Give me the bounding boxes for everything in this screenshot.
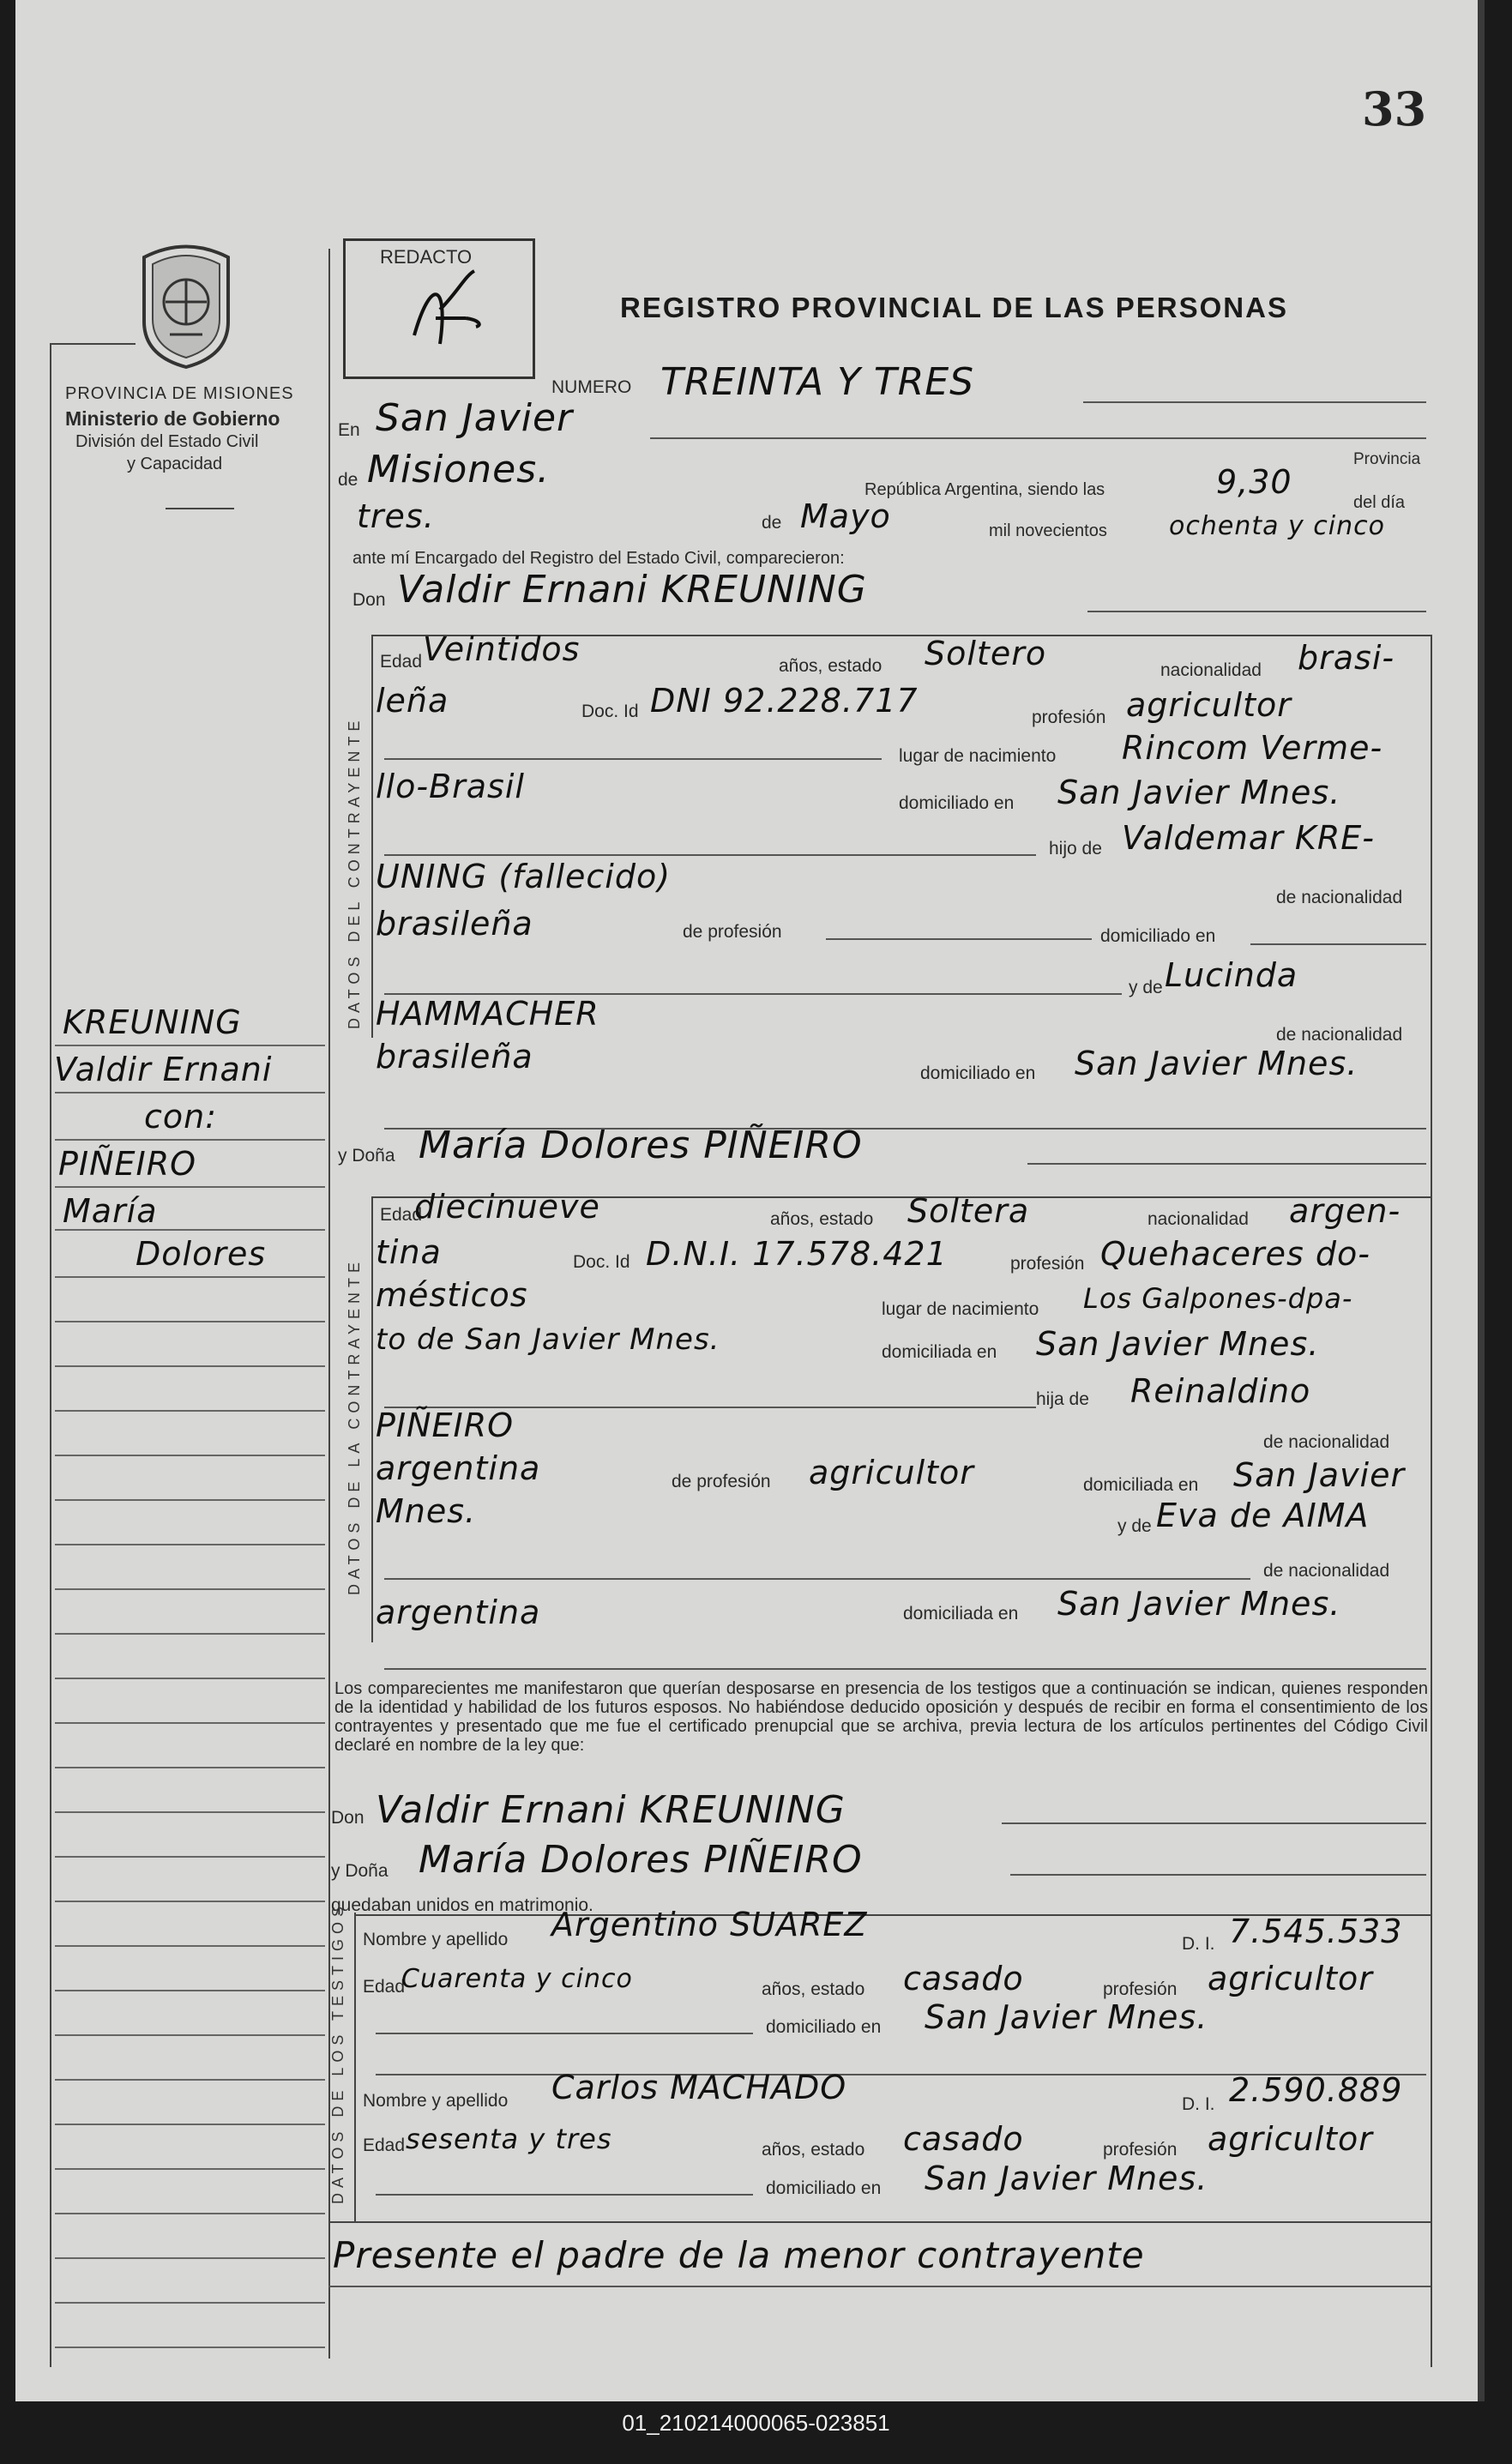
margin-note-line2: Valdir Ernani [54, 1051, 273, 1088]
value-b-madre-dom: San Javier Mnes. [1057, 1585, 1341, 1623]
margin-rule [55, 1767, 325, 1768]
margin-rule [55, 1365, 325, 1367]
margin-top-rule [50, 343, 136, 345]
margin-note-line6: Dolores [136, 1235, 267, 1273]
label-t2-dom: domiciliado en [766, 2178, 882, 2198]
label-quedaban: quedaban unidos en matrimonio. [331, 1895, 593, 1915]
value-g-nac-b: leña [376, 682, 449, 720]
witness-section-bottom [328, 2221, 1431, 2223]
value-t2-estado: casado [903, 2120, 1024, 2158]
agency-line1: PROVINCIA DE MISIONES [65, 384, 294, 403]
margin-rule [55, 1990, 325, 1991]
provincial-seal [136, 240, 237, 369]
margin-rule [55, 2302, 325, 2304]
value-dona: María Dolores PIÑEIRO [419, 1124, 863, 1167]
line-t2-blank [376, 2194, 753, 2196]
label-b-lugar: lugar de nacimiento [882, 1299, 1039, 1319]
margin-rule [55, 2124, 325, 2125]
label-numero: NUMERO [551, 377, 632, 397]
value-g-padre-a: Valdemar KRE- [1122, 819, 1375, 857]
bride-section-rule [371, 1196, 373, 1642]
page-title: REGISTRO PROVINCIAL DE LAS PERSONAS [620, 292, 1288, 323]
value-decl-dona: María Dolores PIÑEIRO [419, 1838, 863, 1882]
label-g-doc: Doc. Id [581, 702, 639, 721]
value-b-padre-b: PIÑEIRO [376, 1407, 515, 1444]
value-b-padre-nac: argentina [376, 1449, 541, 1487]
label-g-padre-nacionalidad: de nacionalidad [1276, 888, 1403, 907]
label-t2-nombre: Nombre y apellido [363, 2091, 509, 2111]
value-g-padre-b: UNING (fallecido) [376, 858, 672, 895]
value-ano: ochenta y cinco [1169, 511, 1385, 541]
initials-signature [397, 258, 500, 361]
redacto-stamp [343, 238, 535, 379]
line-dona [1027, 1163, 1426, 1165]
value-b-madre: Eva de AIMA [1156, 1497, 1370, 1534]
margin-rule [55, 1499, 325, 1501]
label-b-anos: años, estado [770, 1209, 874, 1229]
label-de-mes: de [762, 513, 782, 533]
line-don [1087, 611, 1426, 612]
margin-rule [55, 1455, 325, 1456]
margin-rule [55, 1678, 325, 1679]
value-t2-di: 2.590.889 [1229, 2071, 1403, 2109]
line-final [328, 2286, 1431, 2287]
agency-divider [166, 508, 234, 509]
value-b-lugar-a: Los Galpones-dpa- [1083, 1282, 1353, 1315]
label-t1-anos: años, estado [762, 1979, 865, 1999]
margin-rule [55, 1633, 325, 1635]
margin-rule [55, 2079, 325, 2081]
label-g-hijo: hijo de [1049, 839, 1102, 858]
margin-rule [55, 1544, 325, 1545]
label-g-lugar: lugar de nacimiento [899, 746, 1057, 766]
value-g-estado: Soltero [925, 635, 1047, 672]
value-t1-nombre: Argentino SUAREZ [551, 1906, 868, 1943]
margin-rule [55, 1092, 325, 1093]
value-t1-prof: agricultor [1208, 1960, 1373, 1997]
line-g-padre-prof [826, 938, 1092, 940]
margin-rule [55, 1901, 325, 1902]
line-g-padre-dom [1250, 943, 1426, 945]
label-t1-di: D. I. [1182, 1934, 1215, 1954]
margin-rule [55, 1186, 325, 1188]
margin-note-line5: María [63, 1192, 158, 1230]
margin-left-rule [50, 343, 51, 2367]
label-g-padre-prof: de profesión [683, 922, 782, 942]
value-b-padre-dom-b: Mnes. [376, 1492, 477, 1530]
value-g-prof: agricultor [1126, 686, 1292, 724]
label-mil: mil novecientos [989, 521, 1107, 540]
value-g-lugar-a: Rincom Verme- [1122, 729, 1383, 767]
label-b-padre-nacionalidad: de nacionalidad [1263, 1432, 1390, 1452]
value-numero: TREINTA Y TRES [660, 360, 975, 404]
value-t1-dom: San Javier Mnes. [925, 1998, 1208, 2036]
line-t1-blank [376, 2033, 753, 2034]
margin-rule [55, 2168, 325, 2170]
value-g-madre-b: HAMMACHER [376, 995, 599, 1033]
value-b-lugar-b: to de San Javier Mnes. [376, 1322, 720, 1357]
margin-note-line3: con: [144, 1098, 218, 1136]
margin-rule [55, 2347, 325, 2348]
stamp-label: REDACTO [380, 246, 473, 268]
value-g-madre-nac: brasileña [376, 1038, 533, 1075]
file-identifier: 01_210214000065-023851 [622, 2410, 890, 2436]
label-b-doc: Doc. Id [573, 1252, 630, 1272]
label-b-nac: nacionalidad [1148, 1209, 1249, 1229]
margin-rule [55, 1321, 325, 1322]
value-b-edad: diecinueve [414, 1188, 600, 1226]
value-dia: tres. [357, 497, 435, 535]
label-don: Don [352, 590, 386, 610]
label-g-padre-dom: domiciliado en [1100, 926, 1216, 946]
bride-section-label: DATOS DE LA CONTRAYENTE [346, 1256, 363, 1595]
value-b-nac-a: argen- [1289, 1192, 1401, 1230]
form-right-rule [1431, 635, 1432, 2367]
value-t2-dom: San Javier Mnes. [925, 2160, 1208, 2197]
value-g-doc: DNI 92.228.717 [650, 682, 919, 720]
margin-rule [55, 1811, 325, 1813]
agency-line2: Ministerio de Gobierno [65, 407, 280, 430]
label-de: de [338, 470, 358, 490]
label-b-padre-dom: domiciliada en [1083, 1475, 1199, 1495]
margin-rule [55, 1856, 325, 1858]
line-g-blank2 [384, 854, 1036, 856]
margin-rule [55, 1045, 325, 1046]
value-t1-estado: casado [903, 1960, 1024, 1997]
value-t2-nombre: Carlos MACHADO [551, 2069, 847, 2106]
label-provincia: Provincia [1353, 450, 1421, 468]
value-g-edad: Veintidos [423, 630, 581, 668]
margin-rule [55, 1588, 325, 1590]
value-b-madre-nac: argentina [376, 1593, 541, 1631]
value-g-lugar-b: llo-Brasil [376, 768, 525, 805]
label-b-madre-nacionalidad: de nacionalidad [1263, 1561, 1390, 1581]
label-g-nac: nacionalidad [1160, 660, 1262, 680]
page-number: 33 [1362, 81, 1427, 136]
label-del-dia: del día [1353, 493, 1406, 512]
value-en: San Javier [376, 396, 574, 440]
value-b-padre-prof: agricultor [809, 1454, 974, 1491]
value-b-estado: Soltera [907, 1192, 1030, 1230]
value-b-nac-b: tina [376, 1233, 442, 1271]
margin-rule [55, 2257, 325, 2259]
agency-line4: y Capacidad [127, 455, 223, 473]
margin-rule [55, 1945, 325, 1947]
margin-rule [55, 1229, 325, 1231]
label-b-hija: hija de [1036, 1389, 1089, 1409]
margin-note-line1: KREUNING [63, 1003, 242, 1041]
label-en: En [338, 420, 360, 440]
margin-rule [55, 1139, 325, 1141]
label-decl-don: Don [331, 1808, 364, 1828]
label-t1-prof: profesión [1103, 1979, 1178, 1999]
value-g-domic: San Javier Mnes. [1057, 774, 1341, 811]
label-g-anos: años, estado [779, 656, 883, 676]
value-b-padre-dom-a: San Javier [1233, 1456, 1406, 1494]
value-hora: 9,30 [1216, 463, 1292, 501]
label-b-y-de: y de [1117, 1516, 1152, 1536]
margin-rule [55, 1722, 325, 1724]
label-g-domic: domiciliado en [899, 793, 1015, 813]
declaration-paragraph: Los comparecientes me manifestaron que querían desposarse en presencia de los testigos que a continuación se indican, quienes responden de la identidad y habilidad de los futuros esposos. No habiéndose deducido oposición y después de recibir en forma el consentimiento de los contrayentes y presentado que me fue el certificado prenupcial que se archiva, previa lectura de los artículos pertinentes del Código Civil declaré en nombre de la ley que: [334, 1679, 1428, 1755]
line-b-blank2 [384, 1578, 1250, 1580]
label-g-madre-nacionalidad: de nacionalidad [1276, 1025, 1403, 1045]
label-g-edad: Edad [380, 652, 423, 672]
label-republica: República Argentina, siendo las [864, 480, 1105, 499]
label-b-padre-prof: de profesión [672, 1472, 771, 1491]
label-decl-dona: y Doña [331, 1861, 389, 1881]
label-g-prof: profesión [1032, 708, 1106, 727]
label-g-madre-dom: domiciliado en [920, 1063, 1036, 1083]
value-t2-prof: agricultor [1208, 2120, 1373, 2158]
value-provincia: Misiones. [367, 448, 551, 491]
label-b-edad: Edad [380, 1205, 423, 1225]
margin-rule [55, 2034, 325, 2036]
label-t2-di: D. I. [1182, 2094, 1215, 2114]
label-g-y-de: y de [1129, 978, 1163, 997]
label-t2-prof: profesión [1103, 2140, 1178, 2160]
value-b-doc: D.N.I. 17.578.421 [646, 1235, 948, 1273]
value-b-domic: San Javier Mnes. [1036, 1325, 1320, 1363]
margin-rule [55, 2213, 325, 2214]
groom-section-label: DATOS DEL CONTRAYENTE [346, 715, 363, 1029]
final-note: Presente el padre de la menor contrayente [333, 2234, 1145, 2276]
groom-section-rule [371, 635, 373, 1038]
value-mes: Mayo [800, 497, 891, 535]
value-b-prof-a: Quehaceres do- [1100, 1235, 1370, 1273]
label-t1-dom: domiciliado en [766, 2017, 882, 2037]
margin-rule [55, 1410, 325, 1412]
value-g-nac-a: brasi- [1298, 639, 1395, 677]
document-page [15, 0, 1485, 2401]
label-b-prof: profesión [1010, 1254, 1085, 1274]
line-numero [1083, 401, 1426, 403]
value-g-madre-dom: San Javier Mnes. [1075, 1045, 1358, 1082]
agency-line3: División del Estado Civil [75, 432, 259, 451]
line-b-end [384, 1668, 1426, 1670]
value-t1-edad: Cuarenta y cinco [401, 1964, 633, 1994]
margin-rule [55, 1276, 325, 1278]
margin-note-line4: PIÑEIRO [58, 1145, 197, 1183]
label-b-madre-dom: domiciliada en [903, 1604, 1019, 1624]
value-t1-di: 7.545.533 [1229, 1913, 1403, 1950]
label-b-domic: domiciliada en [882, 1342, 997, 1362]
line-decl-don [1002, 1822, 1426, 1824]
label-t2-anos: años, estado [762, 2140, 865, 2160]
value-t2-edad: sesenta y tres [406, 2123, 612, 2155]
value-b-prof-b: mésticos [376, 1276, 528, 1314]
label-y-dona: y Doña [338, 1146, 395, 1166]
label-t1-nombre: Nombre y apellido [363, 1930, 509, 1949]
line-g-blank [384, 758, 882, 760]
line-decl-dona [1010, 1874, 1426, 1876]
label-ante: ante mí Encargado del Registro del Estado Civil, comparecieron: [352, 549, 845, 568]
value-g-padre-nac: brasileña [376, 905, 533, 943]
value-g-madre-a: Lucinda [1165, 956, 1298, 994]
witness-section-label: DATOS DE LOS TESTIGOS [329, 1901, 346, 2204]
value-don: Valdir Ernani KREUNING [397, 568, 867, 611]
witness-section-rule [354, 1913, 356, 2221]
value-decl-don: Valdir Ernani KREUNING [376, 1788, 846, 1832]
value-b-padre-a: Reinaldino [1130, 1372, 1311, 1410]
line-en [650, 437, 1426, 439]
label-t1-edad: Edad [363, 1977, 406, 1997]
label-t2-edad: Edad [363, 2136, 406, 2155]
